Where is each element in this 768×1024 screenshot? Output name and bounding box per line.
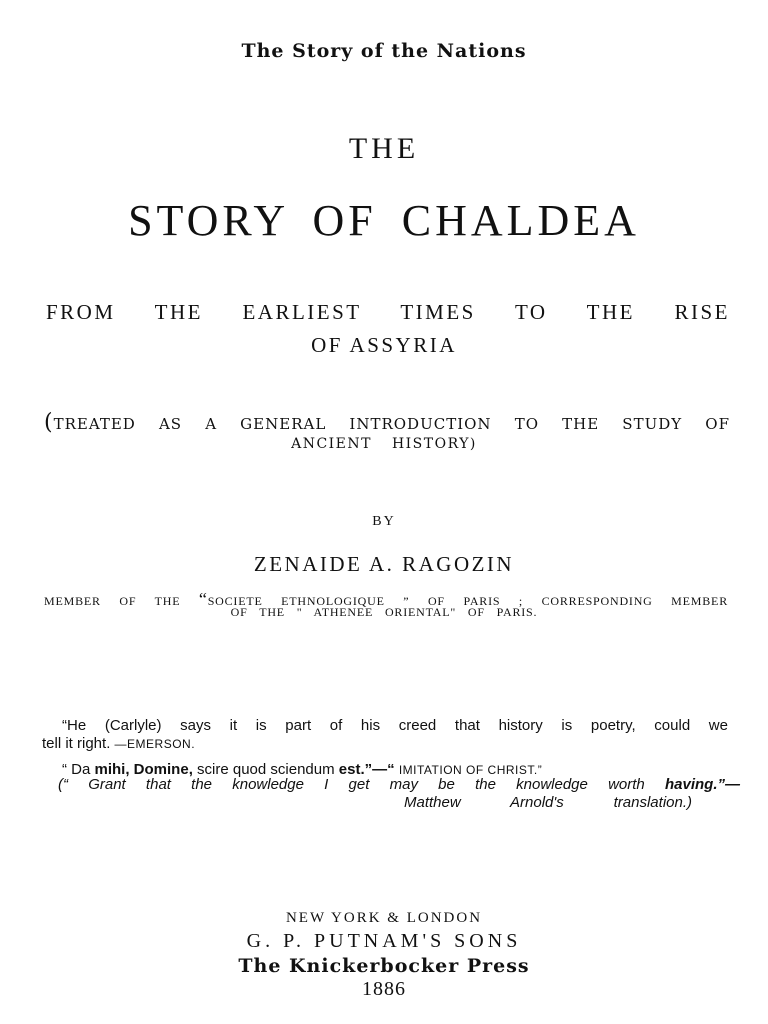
emerson-quote-line-2 (42, 735, 642, 752)
subtitle-line-1: FROM THE EARLIEST TIMES TO THE RISE (46, 300, 730, 324)
membership-open-quote: “ (198, 589, 208, 609)
imitation-mid: scire quod sciendum (197, 761, 335, 778)
membership-society: SOCIETE ETHNOLOGIQUE (207, 594, 385, 608)
imitation-quote-line-3: Matthew Arnold's translation.) (404, 794, 692, 811)
author-name: ZENAIDE A. RAGOZIN (253, 552, 515, 576)
membership-prefix: MEMBER OF THE (44, 594, 181, 608)
treated-note-text: TREATED AS A GENERAL INTRODUCTION TO THE STUDY OF (53, 415, 730, 433)
emerson-attribution: —EMERSON. (114, 737, 196, 751)
emerson-quote-line-1: “He (Carlyle) says it is part of his creed that history is poetry, could we (62, 717, 728, 734)
book-title: STORY OF CHALDEA (128, 196, 640, 245)
emerson-quote-text: tell it right. (42, 735, 111, 752)
imprint-year: 1886 (362, 978, 406, 1000)
imitation-open: “ Da (62, 761, 91, 778)
imprint-press: The Knickerbocker Press (238, 955, 530, 977)
treated-note-line-2: ANCIENT HISTORY) (291, 436, 477, 452)
series-title: The Story of the Nations (241, 40, 527, 62)
imitation-source: IMITATION OF CHRIST.” (398, 763, 543, 777)
title-article: THE (348, 132, 420, 165)
membership-line-2: OF THE " ATHENEE ORIENTAL" OF PARIS. (230, 605, 538, 619)
by-label: BY (372, 514, 396, 529)
imitation-bold-2: est.”—“ (338, 761, 395, 778)
imitation-quote-line-2 (58, 776, 740, 793)
imprint-publisher: G. P. PUTNAM'S SONS (246, 930, 522, 952)
imprint-place: NEW YORK & LONDON (285, 910, 483, 926)
open-parenthesis: ( (44, 410, 54, 435)
treated-note-line-1 (44, 410, 730, 435)
imitation-translation-bold: having.”— (664, 776, 740, 793)
imitation-bold-1: mihi, Domine, (94, 761, 193, 778)
subtitle-line-2: OF ASSYRIA (311, 333, 457, 357)
imitation-translation: (“ Grant that the knowledge I get may be the knowledge worth (58, 776, 645, 793)
membership-suffix: ” OF PARIS ; CORRESPONDING MEMBER (403, 594, 728, 608)
